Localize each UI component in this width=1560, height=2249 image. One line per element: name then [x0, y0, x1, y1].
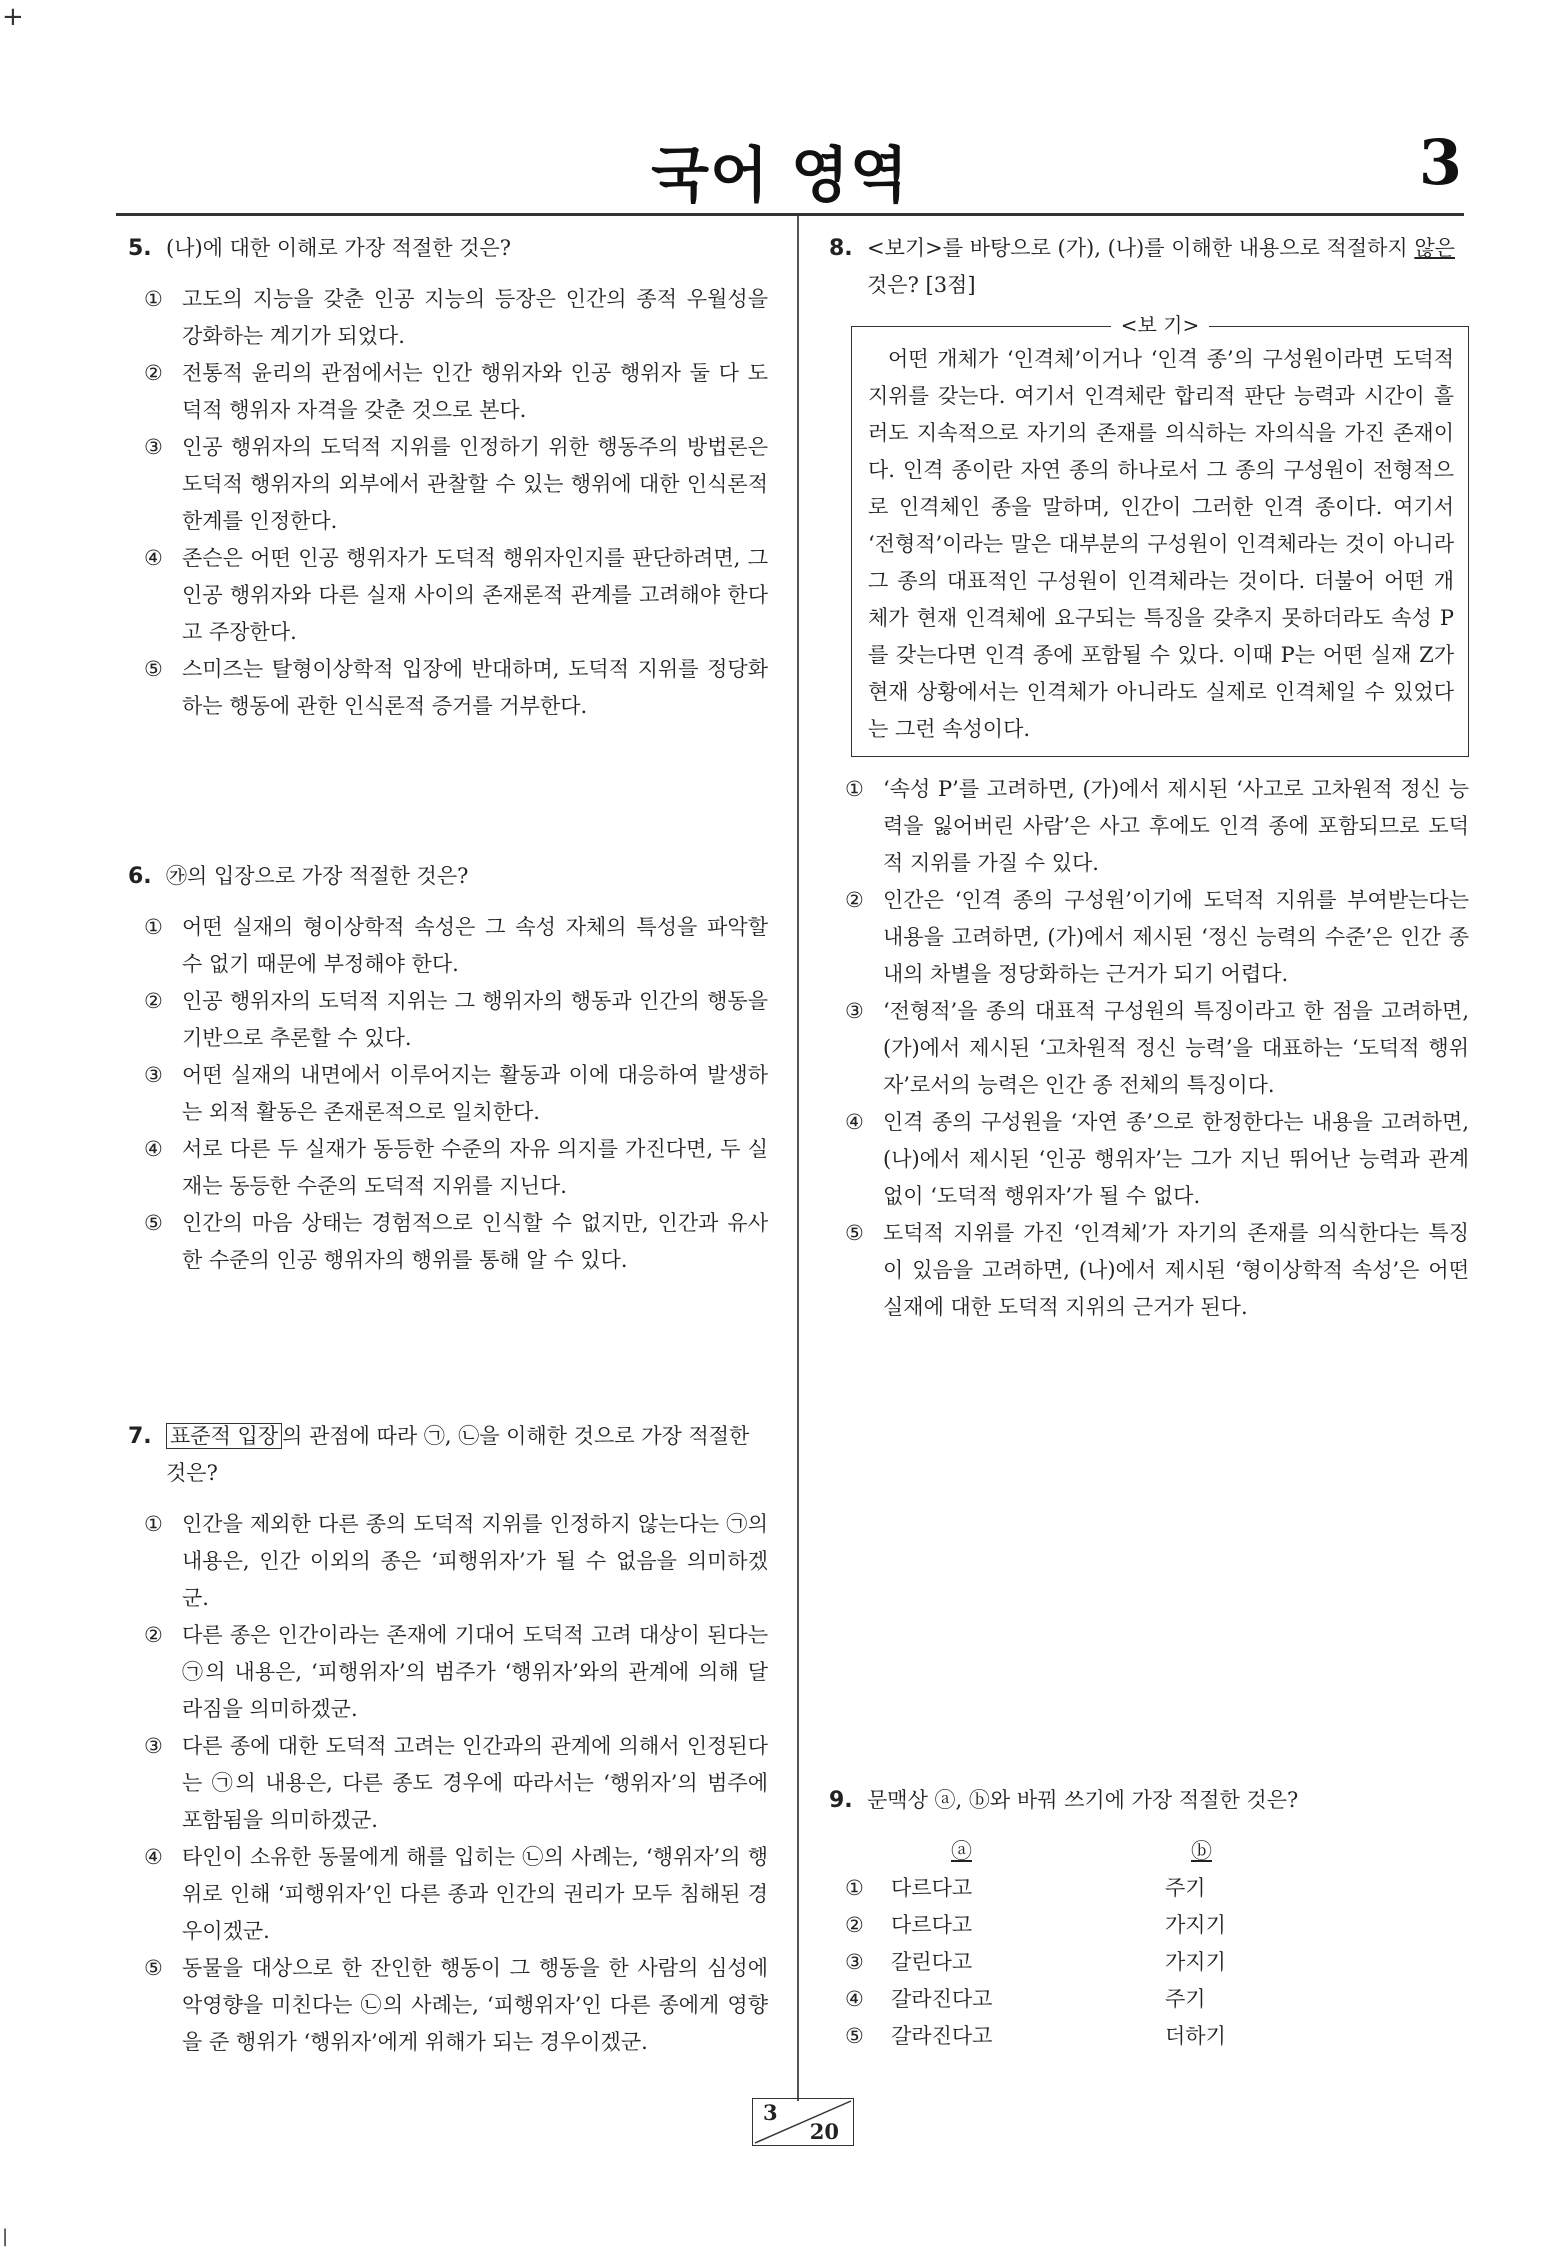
- option-list: [128, 1506, 768, 2061]
- option-marker: ①: [845, 1876, 864, 1900]
- option-text: 어떤 실재의 형이상학적 속성은 그 속성 자체의 특성을 파악할 수 없기 때문에 부정해야 한다.: [182, 915, 768, 976]
- option-marker: ④: [144, 546, 163, 570]
- option-text: 인간을 제외한 다른 종의 도덕적 지위를 인정하지 않는다는 ㉠의 내용은, 인간 이외의 종은 ‘피행위자’가 될 수 없음을 의미하겠군.: [182, 1512, 768, 1610]
- question-number: 9.: [829, 1788, 853, 1813]
- option-text: 다른 종은 인간이라는 존재에 기대어 도덕적 고려 대상이 된다는 ㉠의 내용은, ‘피행위자’의 범주가 ‘행위자’와의 관계에 의해 달라짐을 의미하겠군.: [182, 1623, 768, 1721]
- answer-option[interactable]: [144, 909, 768, 983]
- option-text: 인간의 마음 상태는 경험적으로 인식할 수 없지만, 인간과 유사한 수준의 인공 행위자의 행위를 통해 알 수 있다.: [182, 1211, 768, 1272]
- question-stem: [128, 1418, 768, 1492]
- column-b-header: ⓑ: [1191, 1839, 1212, 1863]
- question-text: <보기>를 바탕으로 (가), (나)를 이해한 내용으로 적절하지: [867, 236, 1415, 260]
- answer-option[interactable]: [144, 983, 768, 1057]
- question-text: (나)에 대한 이해로 가장 적절한 것은?: [166, 236, 512, 260]
- answer-a: 다르다고: [891, 1876, 973, 1900]
- bogi-label: <보 기>: [1111, 313, 1210, 337]
- answer-option[interactable]: [845, 1944, 1469, 1981]
- answer-option[interactable]: [845, 993, 1469, 1104]
- question-7: [128, 1418, 768, 2061]
- option-text: 어떤 실재의 내면에서 이루어지는 활동과 이에 대응하여 발생하는 외적 활동은 존재론적으로 일치한다.: [182, 1063, 768, 1124]
- answer-option[interactable]: [144, 281, 768, 355]
- answer-option[interactable]: [144, 540, 768, 651]
- option-text: 전통적 윤리의 관점에서는 인간 행위자와 인공 행위자 둘 다 도덕적 행위자 자격을 갖춘 것으로 본다.: [182, 361, 768, 422]
- answer-option[interactable]: [845, 1215, 1469, 1326]
- option-text: 스미즈는 탈형이상학적 입장에 반대하며, 도덕적 지위를 정당화하는 행동에 관한 인식론적 증거를 거부한다.: [182, 657, 768, 718]
- header-rule: [116, 213, 1464, 216]
- answer-option[interactable]: [845, 1907, 1469, 1944]
- answer-option[interactable]: [144, 651, 768, 725]
- answer-option[interactable]: [845, 1870, 1469, 1907]
- answer-option[interactable]: [144, 1839, 768, 1950]
- question-8: [829, 230, 1469, 1326]
- underlined-word: 않은: [1414, 236, 1455, 260]
- answer-option[interactable]: [144, 1728, 768, 1839]
- option-marker: ④: [845, 1110, 864, 1134]
- answer-b: 가지기: [1165, 1913, 1226, 1937]
- option-text: 도덕적 지위를 가진 ‘인격체’가 자기의 존재를 의식한다는 특징이 있음을 고려하면, (나)에서 제시된 ‘형이상학적 속성’은 어떤 실재에 대한 도덕적 지위의 근거가 된다.: [883, 1221, 1469, 1319]
- question-stem: [128, 230, 768, 267]
- question-stem: [829, 1782, 1469, 1819]
- answer-option[interactable]: [144, 1506, 768, 1617]
- answer-b: 주기: [1165, 1876, 1206, 1900]
- answer-rows: [845, 1870, 1469, 2055]
- option-text: 인공 행위자의 도덕적 지위를 인정하기 위한 행동주의 방법론은 도덕적 행위자의 외부에서 관찰할 수 있는 행위에 대한 인식론적 한계를 인정한다.: [182, 435, 768, 533]
- option-marker: ①: [144, 1512, 163, 1536]
- answer-b: 더하기: [1165, 2024, 1226, 2048]
- crop-mark-bottom: |: [2, 2226, 9, 2247]
- option-text: 인간은 ‘인격 종의 구성원’이기에 도덕적 지위를 부여받는다는 내용을 고려하면, (가)에서 제시된 ‘정신 능력의 수준’은 인간 종 내의 차별을 정당화하는 근거가 되기 어렵다.: [883, 888, 1469, 986]
- answer-option[interactable]: [144, 355, 768, 429]
- answer-option[interactable]: [144, 1131, 768, 1205]
- option-marker: ⑤: [144, 657, 163, 681]
- option-text: 타인이 소유한 동물에게 해를 입히는 ㉡의 사례는, ‘행위자’의 행위로 인해 ‘피행위자’인 다른 종과 인간의 권리가 모두 침해된 경우이겠군.: [182, 1845, 768, 1943]
- answer-option[interactable]: [845, 771, 1469, 882]
- answer-option[interactable]: [845, 882, 1469, 993]
- header-page-number: 3: [1418, 126, 1462, 199]
- option-text: 동물을 대상으로 한 잔인한 행동이 그 행동을 한 사람의 심성에 악영향을 미친다는 ㉡의 사례는, ‘피행위자’인 다른 종에게 영향을 준 행위가 ‘행위자’에게 위해가 되는 경우이겠군.: [182, 1956, 768, 2054]
- option-text: 인격 종의 구성원을 ‘자연 종’으로 한정한다는 내용을 고려하면, (나)에서 제시된 ‘인공 행위자’는 그가 지닌 뛰어난 능력과 관계없이 ‘도덕적 행위자’가 될 수 없다.: [883, 1110, 1469, 1208]
- option-marker: ①: [845, 777, 864, 801]
- answer-a: 다르다고: [891, 1913, 973, 1937]
- question-number: 5.: [128, 236, 152, 261]
- option-marker: ④: [845, 1987, 864, 2011]
- boxed-term: 표준적 입장: [166, 1423, 282, 1449]
- option-marker: ④: [144, 1137, 163, 1161]
- option-list: [128, 909, 768, 1279]
- answer-option[interactable]: [144, 429, 768, 540]
- option-list: [128, 281, 768, 725]
- option-marker: ②: [845, 1913, 864, 1937]
- answer-b: 주기: [1165, 1987, 1206, 2011]
- answer-option[interactable]: [845, 1981, 1469, 2018]
- answer-option[interactable]: [144, 1950, 768, 2061]
- question-5: [128, 230, 768, 725]
- answer-option[interactable]: [144, 1205, 768, 1279]
- question-number: 7.: [128, 1424, 152, 1449]
- option-text: ‘속성 P’를 고려하면, (가)에서 제시된 ‘사고로 고차원적 정신 능력을 잃어버린 사람’은 사고 후에도 인격 종에 포함되므로 도덕적 지위를 가질 수 있다.: [883, 777, 1469, 875]
- question-stem: [829, 230, 1469, 304]
- bogi-label-wrap: [852, 312, 1468, 338]
- option-list: [829, 771, 1469, 1326]
- page-number-box: [752, 2098, 854, 2146]
- option-marker: ③: [144, 435, 163, 459]
- answer-table: [845, 1833, 1469, 2055]
- answer-option[interactable]: [144, 1617, 768, 1728]
- answer-table-header: [845, 1833, 1469, 1870]
- bogi-text: 어떤 개체가 ‘인격체’이거나 ‘인격 종’의 구성원이라면 도덕적 지위를 갖는다. 여기서 인격체란 합리적 판단 능력과 시간이 흘러도 지속적으로 자기의 존재를 의식하는 자의식을 가진 존재이다. 인격 종이란 자연 종의 하나로서 그 종의 구성원이 전형적으로 인격체인 종을 말하며, 인간이 그러한 인격 종이다. 여기서 ‘전형적’이라는 말은 대부분의 구성원이 인격체라는 것이 아니라 그 종의 대표적인 구성원이 인격체라는 것이다. 더불어 어떤 개체가 현재 인격체에 요구되는 특징을 갖추지 못하더라도 속성 P를 갖는다면 인격 종에 포함될 수 있다. 이때 P는 어떤 실재 Z가 현재 상황에서는 인격체가 아니라도 실제로 인격체일 수 있었다는 그런 속성이다.: [868, 347, 1454, 741]
- question-text: 문맥상 ⓐ, ⓑ와 바꿔 쓰기에 가장 적절한 것은?: [867, 1788, 1299, 1812]
- option-marker: ②: [144, 361, 163, 385]
- option-marker: ⑤: [144, 1956, 163, 1980]
- answer-a: 갈라진다고: [891, 1987, 993, 2011]
- question-9: [829, 1782, 1469, 2055]
- column-a-header: ⓐ: [951, 1839, 972, 1863]
- answer-a: 갈라진다고: [891, 2024, 993, 2048]
- option-marker: ①: [144, 287, 163, 311]
- page-number: 3: [763, 2100, 778, 2125]
- option-text: ‘전형적’을 종의 대표적 구성원의 특징이라고 한 점을 고려하면, (가)에서 제시된 ‘고차원적 정신 능력’을 대표하는 ‘도덕적 행위자’로서의 능력은 인간 종 전체의 특징이다.: [883, 999, 1469, 1097]
- question-number: 8.: [829, 236, 853, 261]
- total-pages: 20: [809, 2119, 839, 2144]
- option-marker: ③: [144, 1734, 163, 1758]
- question-text: 의 관점에 따라 ㉠, ㉡을 이해한 것으로 가장 적절한 것은?: [166, 1424, 750, 1485]
- option-marker: ②: [144, 1623, 163, 1647]
- answer-b: 가지기: [1165, 1950, 1226, 1974]
- page-title: 국어 영역: [651, 141, 909, 211]
- option-marker: ④: [144, 1845, 163, 1869]
- answer-option[interactable]: [845, 1104, 1469, 1215]
- option-text: 인공 행위자의 도덕적 지위는 그 행위자의 행동과 인간의 행동을 기반으로 추론할 수 있다.: [182, 989, 768, 1050]
- option-marker: ②: [845, 888, 864, 912]
- option-text: 존슨은 어떤 인공 행위자가 도덕적 행위자인지를 판단하려면, 그 인공 행위자와 다른 실재 사이의 존재론적 관계를 고려해야 한다고 주장한다.: [182, 546, 768, 644]
- column-divider: [797, 216, 799, 2101]
- question-stem: [128, 858, 768, 895]
- option-marker: ⑤: [845, 1221, 864, 1245]
- crop-mark-top: +: [2, 2, 24, 32]
- option-marker: ②: [144, 989, 163, 1013]
- option-marker: ①: [144, 915, 163, 939]
- option-marker: ⑤: [845, 2024, 864, 2048]
- question-6: [128, 858, 768, 1279]
- question-text-end: 것은? [3점]: [867, 273, 976, 297]
- question-text: ㉮의 입장으로 가장 적절한 것은?: [166, 864, 469, 888]
- option-marker: ⑤: [144, 1211, 163, 1235]
- answer-a: 갈린다고: [891, 1950, 973, 1974]
- answer-option[interactable]: [144, 1057, 768, 1131]
- question-number: 6.: [128, 864, 152, 889]
- option-text: 고도의 지능을 갖춘 인공 지능의 등장은 인간의 종적 우월성을 강화하는 계기가 되었다.: [182, 287, 768, 348]
- bogi-box: [851, 313, 1469, 757]
- answer-option[interactable]: [845, 2018, 1469, 2055]
- option-text: 서로 다른 두 실재가 동등한 수준의 자유 의지를 가진다면, 두 실재는 동등한 수준의 도덕적 지위를 지닌다.: [182, 1137, 768, 1198]
- option-text: 다른 종에 대한 도덕적 고려는 인간과의 관계에 의해서 인정된다는 ㉠의 내용은, 다른 종도 경우에 따라서는 ‘행위자’의 범주에 포함됨을 의미하겠군.: [182, 1734, 768, 1832]
- option-marker: ③: [144, 1063, 163, 1087]
- option-marker: ③: [845, 1950, 864, 1974]
- option-marker: ③: [845, 999, 864, 1023]
